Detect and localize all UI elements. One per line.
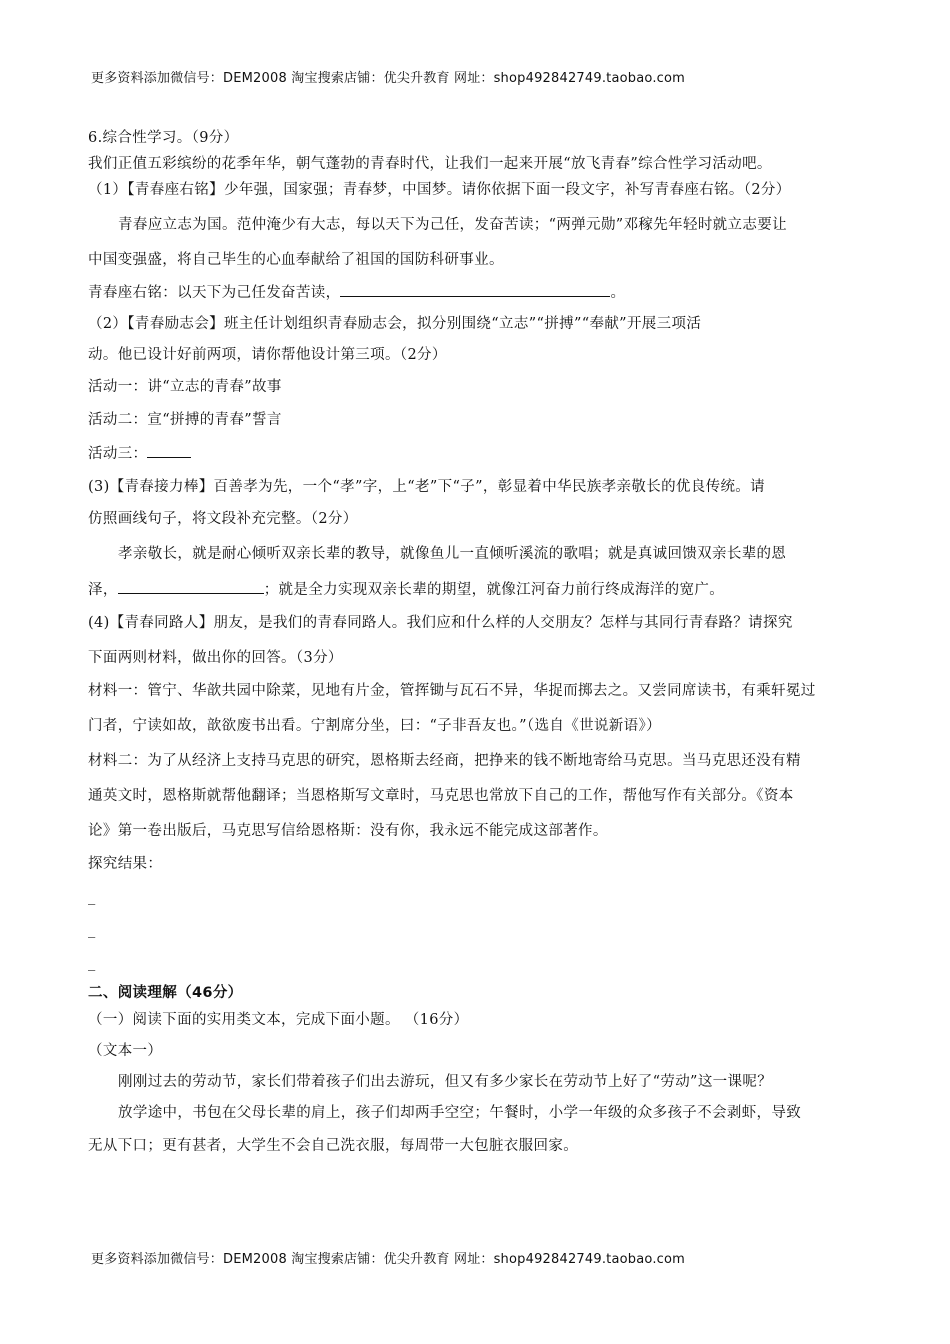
- part1-text-line1: 青春应立志为国。范仲淹少有大志，每以天下为己任，发奋苦读；“两弹元勋”邓稼先年轻时就立志要让: [118, 217, 787, 233]
- material-2-line3: 论》第一卷出版后，马克思写信给恩格斯：没有你，我永远不能完成这部著作。: [88, 823, 608, 839]
- part1-answer-blank[interactable]: [340, 282, 610, 297]
- part2-activity-1: 活动一：讲“立志的青春”故事: [88, 379, 282, 395]
- question-6-title: 6.综合性学习。（9分）: [88, 130, 239, 146]
- part2-activity-3-blank[interactable]: [147, 443, 191, 458]
- material-1-line1: 材料一：管宁、华歆共园中除菜，见地有片金，管挥锄与瓦石不异，华捉而掷去之。又尝同席读书，有乘轩冕过: [88, 683, 816, 699]
- text-one-para2-line2: 无从下口；更有甚者，大学生不会自己洗衣服，每周带一大包脏衣服回家。: [88, 1138, 579, 1154]
- part3-prompt-line2: 仿照画线句子，将文段补充完整。（2分）: [88, 511, 358, 527]
- section-2-heading: 二、阅读理解（46分）: [88, 985, 243, 1001]
- part3-prompt-line1: (3)【青春接力棒】百善孝为先，一个“孝”字，上“老”下“子”，彰显着中华民族孝亲敬长的优良传统。请: [88, 479, 766, 495]
- part2-activity-3-label: 活动三：: [88, 446, 148, 462]
- section-2-subheading: （一）阅读下面的实用类文本，完成下面小题。 （16分）: [88, 1012, 469, 1028]
- part1-answer-prefix: 青春座右铭：以天下为己任发奋苦读，: [88, 285, 341, 301]
- part2-prompt-line2: 动。他已设计好前两项，请你帮他设计第三项。（2分）: [88, 347, 447, 363]
- part1-answer-suffix: 。: [610, 285, 626, 301]
- material-2-line1: 材料二：为了从经济上支持马克思的研究，恩格斯去经商，把挣来的钱不断地寄给马克思。当马克思还没有精: [88, 753, 801, 769]
- part3-text-line1: 孝亲敬长，就是耐心倾听双亲长辈的教导，就像鱼儿一直倾听溪流的歌唱；就是真诚回馈双亲长辈的恩: [118, 546, 787, 562]
- answer-blank-line-1[interactable]: _: [88, 889, 96, 905]
- part3-text-prefix: 泽，: [88, 582, 118, 598]
- text-one-para1: 刚刚过去的劳动节，家长们带着孩子们出去游玩，但又有多少家长在劳动节上好了“劳动”这一课呢？: [118, 1074, 773, 1090]
- text-one-label: （文本一）: [88, 1043, 163, 1059]
- part2-activity-3: [88, 443, 868, 465]
- answer-blank-line-3[interactable]: _: [88, 955, 96, 971]
- part3-answer-blank[interactable]: [118, 579, 264, 594]
- part1-prompt: （1）【青春座右铭】少年强，国家强；青春梦，中国梦。请你依据下面一段文字，补写青春座右铭。（2分）: [88, 182, 791, 198]
- part1-text-line2: 中国变强盛，将自己毕生的心血奉献给了祖国的国防科研事业。: [88, 252, 504, 268]
- part3-text-line2: [88, 579, 868, 601]
- text-one-para2-line1: 放学途中，书包在父母长辈的肩上，孩子们却两手空空；午餐时，小学一年级的众多孩子不会剥虾，导致: [118, 1105, 802, 1121]
- part4-prompt-line1: (4)【青春同路人】朋友，是我们的青春同路人。我们应和什么样的人交朋友？怎样与其同行青春路？请探究: [88, 615, 793, 631]
- material-2-line2: 通英文时，恩格斯就帮他翻译；当恩格斯写文章时，马克思也常放下自己的工作，帮他写作有关部分。《资本: [88, 788, 794, 804]
- material-1-line2: 门者，宁读如故，歆欲废书出看。宁割席分坐，曰：“子非吾友也。”（选自《世说新语》）: [88, 718, 661, 734]
- part2-activity-2: 活动二：宣“拼搏的青春”誓言: [88, 412, 282, 428]
- page-footer: 更多资料添加微信号：DEM2008 淘宝搜索店铺：优尖升教育 网址：shop492842749.taobao.com: [91, 1252, 686, 1267]
- part1-answer-line: [88, 282, 868, 304]
- question-6-intro: 我们正值五彩缤纷的花季年华，朝气蓬勃的青春时代，让我们一起来开展“放飞青春”综合性学习活动吧。: [88, 156, 772, 172]
- part2-prompt-line1: （2）【青春励志会】班主任计划组织青春励志会，拟分别围绕“立志”“拼搏”“奉献”开展三项活: [88, 316, 702, 332]
- result-label: 探究结果：: [88, 856, 163, 872]
- part4-prompt-line2: 下面两则材料，做出你的回答。（3分）: [88, 650, 343, 666]
- page-header: 更多资料添加微信号：DEM2008 淘宝搜索店铺：优尖升教育 网址：shop492842749.taobao.com: [91, 71, 686, 86]
- part3-text-suffix: ；就是全力实现双亲长辈的期望，就像江河奋力前行终成海洋的宽广。: [263, 582, 725, 598]
- answer-blank-line-2[interactable]: _: [88, 922, 96, 938]
- document-body: [88, 128, 868, 1157]
